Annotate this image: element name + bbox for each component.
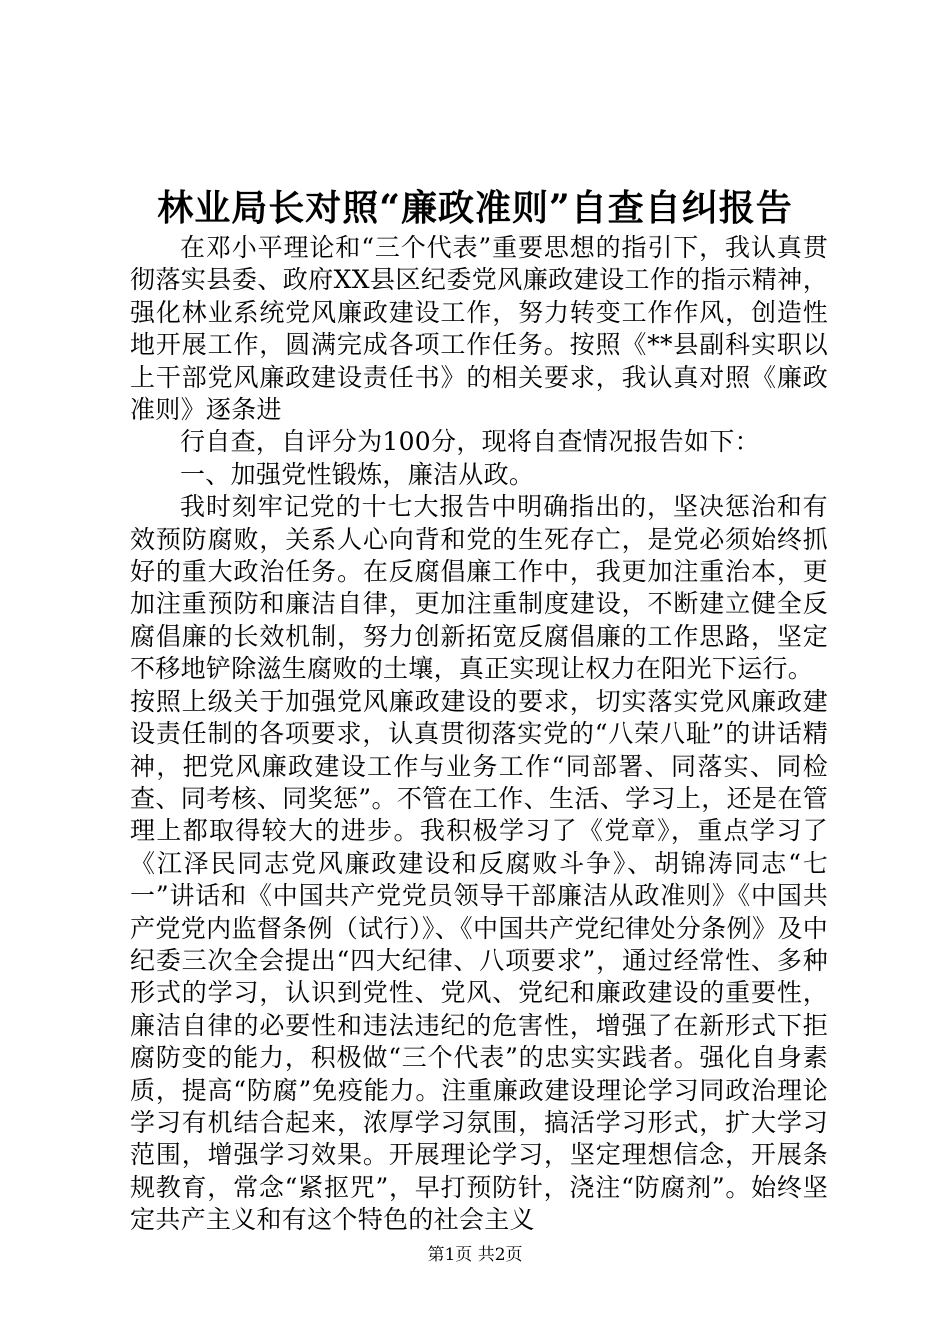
section-heading-1: 一、加强党性锻炼，廉洁从政。 [180,459,535,489]
document-title: 林业局长对照“廉政准则”自查自纠报告 [157,187,793,229]
paragraph-self-check: 行自查，自评分为100分，现将自查情况报告如下： [180,427,760,457]
paragraph-intro: 在邓小平理论和“三个代表”重要思想的指引下，我认真贯彻落实县委、政府XX县区纪委党风廉政建设工作的指示精神，强化林业系统党风廉政建设工作，努力转变工作作风，创造性地开展工作，圆满完成各项工作任务。按照《**县副科实职以上干部党风廉政建设责任书》的相关要求，我认真对照《廉政准则》逐条进 [130,233,828,425]
paragraph-anti-corruption: 我时刻牢记党的十七大报告中明确指出的，坚决惩治和有效预防腐败，关系人心向背和党的生死存亡，是党必须始终抓好的重大政治任务。在反腐倡廉工作中，我更加注重治本，更加注重预防和廉洁自律，更加注重制度建设，不断建立健全反腐倡廉的长效机制，努力创新拓宽反腐倡廉的工作思路，坚定不移地铲除滋生腐败的土壤，真正实现让权力在阳光下运行。 [130,492,828,684]
paragraph-party-discipline: 按照上级关于加强党风廉政建设的要求，切实落实党风廉政建设责任制的各项要求，认真贯彻落实党的“八荣八耻”的讲话精神，把党风廉政建设工作与业务工作“同部署、同落实、同检查、同考核、同奖惩”。不管在工作、生活、学习上，还是在管理上都取得较大的进步。我积极学习了《党章》，重点学习了《江泽民同志党风廉政建设和反腐败斗争》、胡锦涛同志“七一”讲话和《中国共产党党员领导干部廉洁从政准则》《中国共产党党内监督条例（试行）》、《中国共产党纪律处分条例》及中纪委三次全会提出“四大纪律、八项要求”，通过经常性、多种形式的学习，认识到党性、党风、党纪和廉政建设的重要性，廉洁自律的必要性和违法违纪的危害性，增强了在新形式下拒腐防变的能力，积极做“三个代表”的忠实实践者。强化自身素质，提高“防腐”免疫能力。注重廉政建设理论学习同政治理论学习有机结合起来，浓厚学习氛围，搞活学习形式，扩大学习范围，增强学习效果。开展理论学习，坚定理想信念，开展条规教育，常念“紧抠咒”，早打预防针，浇注“防腐剂”。始终坚定共产主义和有这个特色的社会主义 [130,686,828,1235]
document-body [130,232,828,1237]
page-footer: 第1页 共2页 [427,1245,523,1265]
